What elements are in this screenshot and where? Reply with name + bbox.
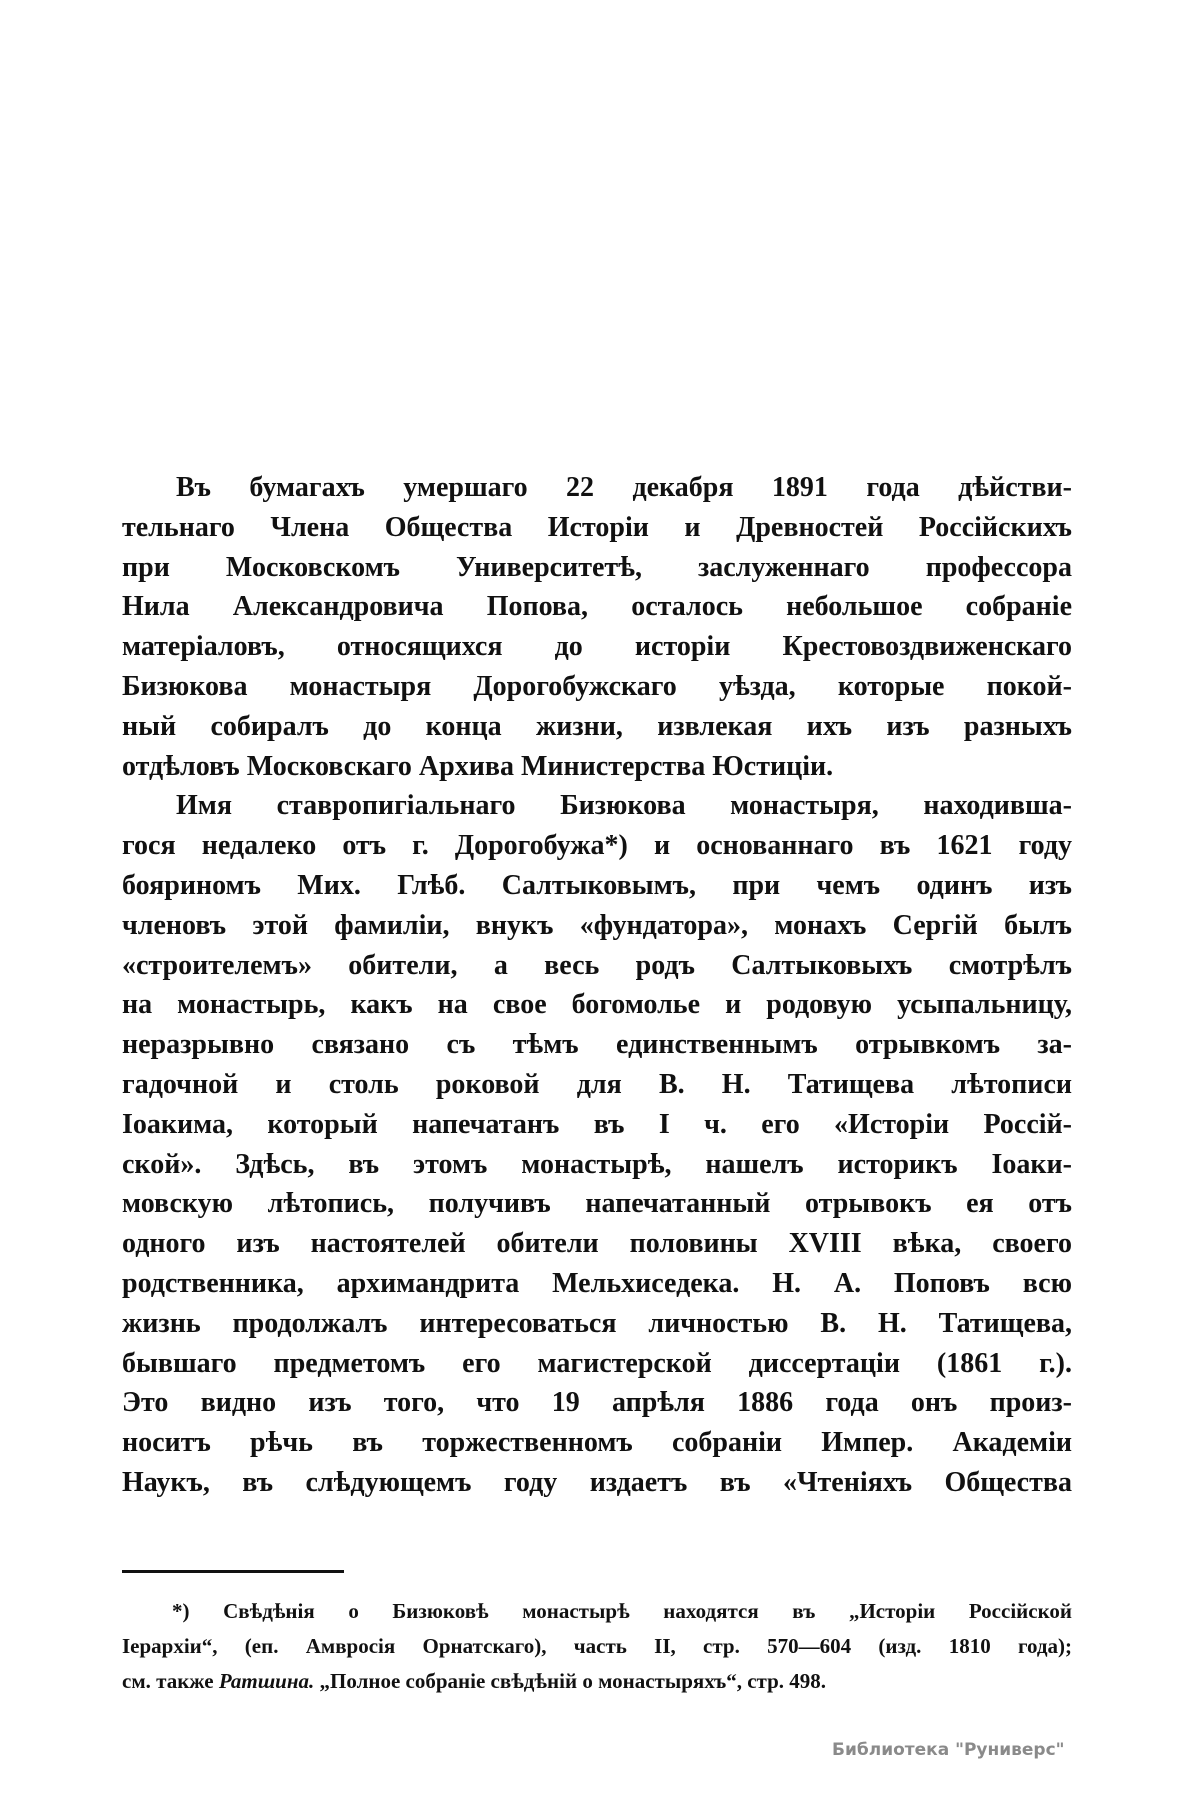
- text-line: матеріаловъ, относящихся до исторіи Крестовоздвиженскаго: [122, 631, 1072, 663]
- text-line: членовъ этой фамиліи, внукъ «фундатора», монахъ Сергій былъ: [122, 909, 1072, 941]
- text-line: жизнь продолжалъ интересоваться личностью В. Н. Татищева,: [122, 1307, 1072, 1339]
- text-line: носитъ рѣчь въ торжественномъ собраніи Импер. Академіи: [122, 1427, 1072, 1459]
- text-line: гадочной и столь роковой для В. Н. Татищева лѣтописи: [122, 1068, 1072, 1100]
- text-line: «строителемъ» обители, а весь родъ Салтыковыхъ смотрѣлъ: [122, 949, 1072, 981]
- text-line: тельнаго Члена Общества Исторіи и Древностей Россійскихъ: [122, 511, 1072, 543]
- text-line: родственника, архимандрита Мельхиседека. Н. А. Поповъ всю: [122, 1267, 1072, 1299]
- footnote-line: Іерархіи“, (еп. Амвросія Орнатскаго), часть II, стр. 570—604 (изд. 1810 года);: [122, 1634, 1072, 1658]
- text-line: на монастырь, какъ на свое богомолье и родовую усыпальницу,: [122, 989, 1072, 1021]
- footnote-divider: [122, 1570, 344, 1573]
- text-line: ской». Здѣсь, въ этомъ монастырѣ, нашелъ историкъ Іоаки-: [122, 1148, 1072, 1180]
- text-line: бояриномъ Мих. Глѣб. Салтыковымъ, при чемъ одинъ изъ: [122, 869, 1072, 901]
- library-watermark: Библиотека "Руниверс": [832, 1740, 1065, 1760]
- paragraph-1: [122, 468, 1072, 786]
- text-line: неразрывно связано съ тѣмъ единственнымъ отрывкомъ за-: [122, 1029, 1072, 1061]
- text-line: Это видно изъ того, что 19 апрѣля 1886 года онъ произ-: [122, 1387, 1072, 1419]
- text-line: Іоакима, который напечатанъ въ I ч. его «Исторіи Россій-: [122, 1108, 1072, 1140]
- text-line: гося недалеко отъ г. Дорогобужа*) и основаннаго въ 1621 году: [122, 830, 1072, 862]
- footnote: [122, 1594, 1072, 1699]
- text-line: при Московскомъ Университетѣ, заслуженнаго профессора: [122, 551, 1072, 583]
- text-line: одного изъ настоятелей обители половины XVIII вѣка, своего: [122, 1228, 1072, 1260]
- footnote-author: Ратшина.: [218, 1669, 315, 1693]
- text-line: ный собиралъ до конца жизни, извлекая ихъ изъ разныхъ: [122, 710, 1072, 742]
- footnote-line: [122, 1664, 1072, 1699]
- text-line: мовскую лѣтопись, получивъ напечатанный отрывокъ ея отъ: [122, 1188, 1072, 1220]
- text-line: Бизюкова монастыря Дорогобужскаго уѣзда, которые покой-: [122, 670, 1072, 702]
- footnote-text: см. также: [122, 1669, 219, 1693]
- paragraph-2: [122, 786, 1072, 1502]
- text-line: Въ бумагахъ умершаго 22 декабря 1891 года дѣйстви-: [176, 472, 1072, 503]
- footnote-line: *) Свѣдѣнія о Бизюковѣ монастырѣ находятся въ „Исторіи Россійской: [172, 1599, 1072, 1623]
- text-line: отдѣловъ Московскаго Архива Министерства Юстиціи.: [122, 750, 834, 782]
- body-text: [122, 468, 1072, 1503]
- text-line: бывшаго предметомъ его магистерской диссертаціи (1861 г.).: [122, 1347, 1072, 1379]
- text-line: Имя ставропигіальнаго Бизюкова монастыря, находивша-: [176, 790, 1072, 822]
- text-line: Наукъ, въ слѣдующемъ году издаетъ въ «Чтеніяхъ Общества: [122, 1466, 1072, 1498]
- text-line: Нила Александровича Попова, осталось небольшое собраніе: [122, 591, 1072, 623]
- footnote-text: „Полное собраніе свѣдѣній о монастыряхъ“, стр. 498.: [314, 1669, 827, 1693]
